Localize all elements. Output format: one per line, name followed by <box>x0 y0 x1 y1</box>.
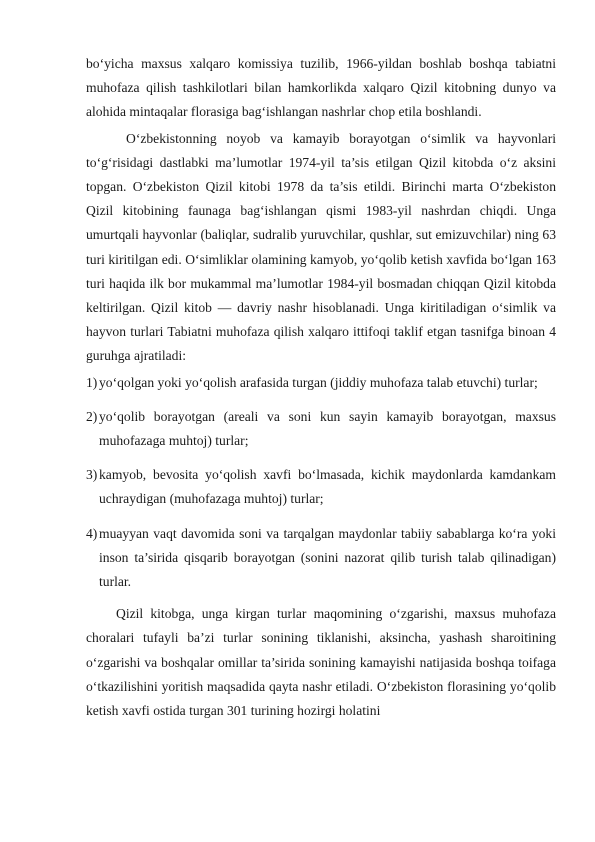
document-page <box>86 52 556 723</box>
list-item <box>86 371 556 395</box>
paragraph-reprint: Qizil kitobga, unga kirgan turlar maqomining o‘zgarishi, maxsus muhofaza choralari tufayli ba’zi turlar sonining tiklanishi, aksincha, yashash sharoitining o‘zgarishi va boshqalar omillar ta’sirida sonining kamayishi natijasida boshqa toifaga o‘tkazilishini yoritish maqsadida qayta nashr etiladi. O‘zbekiston florasining yo‘qolib ketish xavfi ostida turgan 301 turining hozirgi holatini <box>86 606 556 719</box>
list-item <box>86 522 556 595</box>
list-item-number: 3) <box>86 467 98 483</box>
paragraph-uzbekistan-red-book: O‘zbekistonning noyob va kamayib borayotgan o‘simlik va hayvonlari to‘g‘risidagi dastlabki ma’lumotlar 1974-yil ta’sis etilgan Qizil kitobda o‘z aksini topgan. O‘zbekiston Qizil kitobi 1978 da ta’sis etildi. Birinchi marta O‘zbekiston Qizil kitobining faunaga bag‘ishlangan qismi 1983-yil nashrdan chiqdi. Unga umurtqali hayvonlar (baliqlar, sudralib yuruvchilar, qushlar, sut emizuvchilar) ning 63 turi kiritilgan edi. O‘simliklar olamining kamyob, yo‘qolib ketish xavfida bo‘lgan 163 turi haqida ilk bor mukammal ma’lumotlar 1984-yil bosmadan chiqqan Qizil kitobda keltirilgan. Qizil kitob — davriy nashr hisoblanadi. Unga kiritiladigan o‘simlik va hayvon turlari Tabiatni muhofaza qilish xalqaro ittifoqi taklif etgan tasnifga binoan 4 guruhga ajratiladi: <box>86 130 556 364</box>
list-item-number: 1) <box>86 374 98 390</box>
list-item-text: muayyan vaqt davomida soni va tarqalgan maydonlar tabiiy sabablarga ko‘ra yoki inson ta’sirida qisqarib borayotgan (sonini nazorat qilib turish talab qilinadigan) turlar. <box>99 525 556 590</box>
category-list <box>86 371 556 595</box>
list-item <box>86 463 556 511</box>
list-item-number: 2) <box>86 408 98 424</box>
paragraph-intro: bo‘yicha maxsus xalqaro komissiya tuzilib, 1966-yildan boshlab boshqa tabiatni muhofaza qilish tashkilotlari bilan hamkorlikda xalqaro Qizil kitobning dunyo va alohida mintaqalar florasiga bag‘ishlangan nashrlar chop etila boshlandi. <box>86 56 556 120</box>
list-item-number: 4) <box>86 525 98 541</box>
list-item-text: yo‘qolib borayotgan (areali va soni kun sayin kamayib borayotgan, maxsus muhofazaga muhtoj) turlar; <box>99 408 556 449</box>
list-item <box>86 405 556 453</box>
list-item-text: yo‘qolgan yoki yo‘qolish arafasida turgan (jiddiy muhofaza talab etuvchi) turlar; <box>99 374 538 390</box>
list-item-text: kamyob, bevosita yo‘qolish xavfi bo‘lmasada, kichik maydonlarda kamdankam uchraydigan (muhofazaga muhtoj) turlar; <box>99 467 556 507</box>
